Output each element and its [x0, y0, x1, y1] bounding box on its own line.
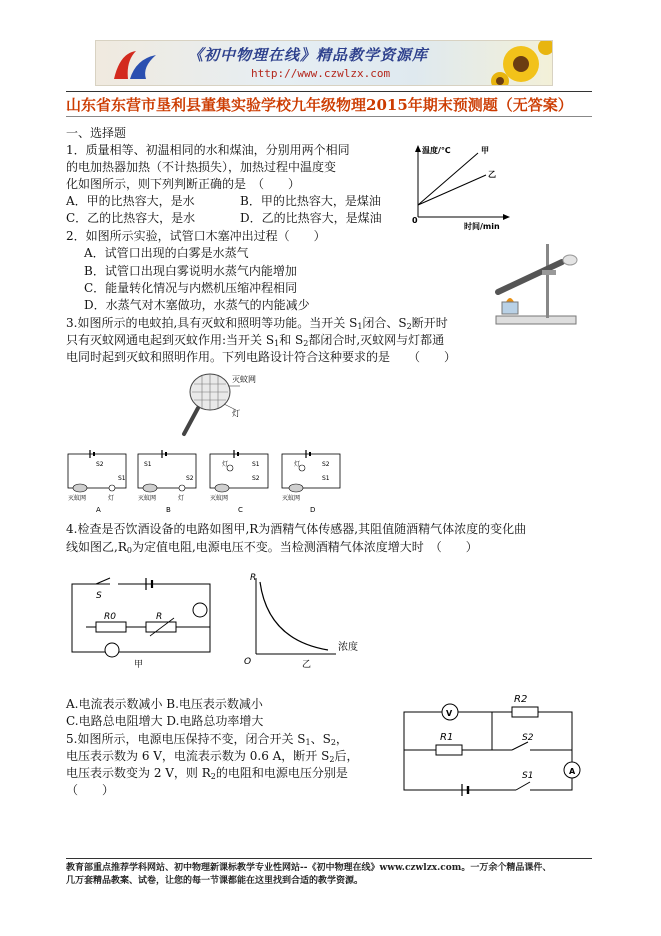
header-rule	[66, 91, 592, 92]
q3-line3: 电同时起到灭蚊和照明作用。下列电路设计符合这种要求的是 （ ）	[66, 350, 457, 364]
q3-line2: 只有灭蚊网通电起到灭蚊作用:当开关 S1和 S2都闭合时,灭蚊网与灯都通	[66, 333, 445, 348]
q5-line4: （ ）	[66, 783, 115, 797]
svg-text:S2: S2	[96, 461, 104, 468]
q3-circuit-options	[66, 446, 346, 516]
racket-net-label: 灭蚊网	[232, 375, 256, 384]
svg-text:灭蚊网: 灭蚊网	[68, 495, 87, 502]
flame-icon	[506, 298, 514, 302]
q2-option-b: B．试管口出现白雾说明水蒸气内能增加	[84, 264, 297, 278]
svg-text:S2: S2	[522, 733, 534, 743]
svg-text:灯: 灯	[222, 461, 229, 468]
q4-circuit-and-graph	[66, 570, 376, 670]
q3-circuit-d	[282, 450, 340, 514]
q5-line2: 电压表示数为 6 V，电流表示数为 0.6 A，断开 S2后，	[66, 749, 359, 764]
q4-line1: 4.检查是否饮酒设备的电路如图甲,R为酒精气体传感器,其阻值随酒精气体浓度的变化曲	[66, 522, 527, 536]
q1-label-yi: 乙	[488, 170, 496, 179]
footer-rule	[66, 858, 592, 859]
cork-icon	[563, 255, 577, 265]
svg-text:灯: 灯	[108, 495, 115, 502]
q5-resistor-r2	[512, 707, 538, 717]
svg-text:甲: 甲	[134, 660, 144, 670]
q1-option-a: A．甲的比热容大，是水	[66, 194, 195, 208]
racket-lamp-label: 灯	[232, 409, 240, 418]
q4-switch	[96, 578, 110, 584]
q3-mosquito-racket	[178, 370, 268, 440]
q1-origin: 0	[412, 216, 418, 225]
q1-label-jia: 甲	[481, 146, 489, 155]
q2-option-c: C．能量转化情况与内燃机压缩冲程相同	[84, 281, 298, 295]
svg-text:灯: 灯	[178, 495, 185, 502]
svg-text:D: D	[310, 506, 316, 514]
q1-temperature-graph	[408, 143, 518, 231]
racket-handle	[184, 408, 198, 434]
banner-title: 《初中物理在线》精品教学资源库	[188, 46, 429, 64]
q2-option-d: D．水蒸气对木塞做功，水蒸气的内能减少	[84, 298, 310, 312]
svg-text:S1: S1	[522, 771, 534, 781]
q1-line2: 的电加热器加热（不计热损失），加热过程中温度变	[66, 160, 337, 174]
svg-text:S2: S2	[322, 461, 330, 468]
q1-line3: 化如图所示，则下列判断正确的是 （ ）	[66, 177, 301, 191]
footer-line1: 教育部重点推荐学科网站、初中物理新课标教学专业性网站--《初中物理在线》www.czwlzx.com。一万余个精品课件、	[66, 863, 552, 873]
svg-text:R2: R2	[514, 694, 528, 705]
svg-text:S2: S2	[252, 475, 260, 482]
svg-text:S: S	[96, 591, 102, 601]
banner-url[interactable]: http://www.czwlzx.com	[251, 67, 391, 80]
svg-text:A: A	[96, 506, 101, 514]
svg-text:S1: S1	[252, 461, 260, 468]
q4-graph-curve	[260, 582, 328, 650]
q4-options-ab: A.电流表示数减小 B.电压表示数减小	[66, 697, 263, 711]
svg-text:V: V	[446, 709, 453, 718]
svg-text:S1: S1	[144, 461, 152, 468]
q1-option-c: C．乙的比热容大，是水	[66, 211, 196, 225]
q1-option-d: D．乙的比热容大，是煤油	[240, 211, 382, 225]
q1-line-yi	[418, 175, 486, 205]
footer-line2: 几万套精品教案、试卷，让您的每一节课都能在这里找到合适的教学资源。	[66, 876, 364, 886]
q5-line3: 电压表示数变为 2 V，则 R2的电阻和电源电压分别是	[66, 766, 348, 781]
site-banner	[95, 40, 553, 86]
svg-text:灭蚊网: 灭蚊网	[138, 495, 157, 502]
svg-text:S1: S1	[118, 475, 126, 482]
q3-circuit-c	[210, 450, 268, 514]
svg-text:B: B	[166, 506, 171, 514]
q1-line-jia	[418, 153, 478, 205]
q1-option-b: B．甲的比热容大，是煤油	[240, 194, 381, 208]
svg-text:浓度: 浓度	[338, 642, 358, 653]
q4-options-cd: C.电路总电阻增大 D.电路总功率增大	[66, 714, 264, 728]
site-logo-icon	[106, 45, 166, 83]
q4-line2: 线如图乙,R0为定值电阻,电源电压不变。当检测酒精气体浓度增大时 （ ）	[66, 540, 478, 555]
q4-voltmeter	[105, 643, 119, 657]
sunflower-icon	[488, 41, 553, 86]
svg-text:S2: S2	[186, 475, 194, 482]
q3-circuit-a	[68, 450, 126, 514]
svg-text:灭蚊网: 灭蚊网	[210, 495, 229, 502]
q4-sensor-r	[146, 622, 176, 632]
q4-ammeter	[193, 603, 207, 617]
svg-text:R: R	[156, 612, 163, 622]
page-title: 山东省东营市垦利县董集实验学校九年级物理2015年期末预测题（无答案）	[66, 96, 573, 114]
footer	[66, 862, 606, 888]
svg-text:O: O	[244, 657, 252, 667]
q1-line1: 1．质量相等、初温相同的水和煤油，分别用两个相同	[66, 143, 350, 157]
alcohol-lamp-icon	[502, 302, 518, 314]
q5-resistor-r1	[436, 745, 462, 755]
q5-line1: 5.如图所示，电源电压保持不变，闭合开关 S1、S2，	[66, 732, 348, 747]
q5-circuit	[396, 690, 586, 800]
q4-resistor-r0	[96, 622, 126, 632]
q3-line1: 3.如图所示的电蚊拍,具有灭蚊和照明等功能。当开关 S1闭合、S2断开时	[66, 316, 448, 331]
svg-text:C: C	[238, 506, 243, 514]
svg-text:灭蚊网: 灭蚊网	[282, 495, 301, 502]
svg-text:R0: R0	[104, 612, 116, 622]
svg-text:乙: 乙	[302, 660, 312, 670]
q1-ylabel: 温度/℃	[422, 146, 451, 155]
q2-test-tube-apparatus	[478, 238, 588, 330]
stand-rod	[546, 244, 549, 318]
svg-text:R: R	[250, 573, 257, 583]
svg-text:灯: 灯	[294, 461, 301, 468]
q3-circuit-b	[138, 450, 196, 514]
svg-text:S1: S1	[322, 475, 330, 482]
stand-base	[496, 316, 576, 324]
title-rule	[66, 116, 592, 117]
q1-xlabel: 时间/min	[464, 222, 500, 231]
test-tube	[498, 262, 562, 292]
q2-option-a: A．试管口出现的白雾是水蒸气	[84, 246, 249, 260]
svg-text:A: A	[569, 767, 576, 776]
svg-text:R1: R1	[440, 732, 454, 743]
clamp	[542, 270, 556, 275]
q2-stem: 2．如图所示实验，试管口木塞冲出过程（ ）	[66, 229, 326, 243]
section-heading: 一、选择题	[66, 126, 127, 140]
